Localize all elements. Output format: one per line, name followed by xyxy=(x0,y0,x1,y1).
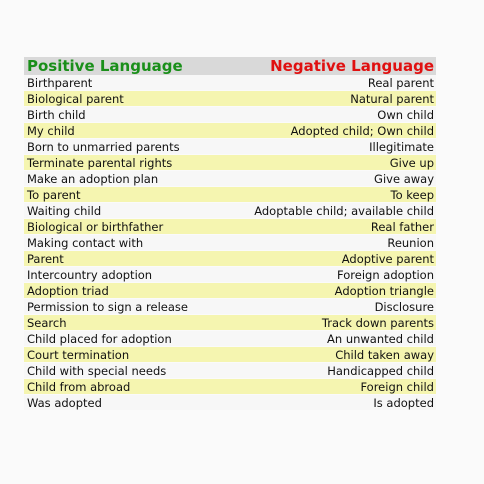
positive-term: Adoption triad xyxy=(27,283,109,298)
table-row xyxy=(24,139,436,155)
positive-term: Intercountry adoption xyxy=(27,267,153,282)
negative-term: Real parent xyxy=(367,75,434,90)
positive-term: Child placed for adoption xyxy=(27,331,172,346)
positive-term: Make an adoption plan xyxy=(27,171,159,186)
table-row xyxy=(24,107,436,123)
negative-term: Handicapped child xyxy=(327,363,434,378)
negative-term: Foreign child xyxy=(360,379,434,394)
table-row xyxy=(24,171,436,187)
positive-term: Parent xyxy=(27,251,64,266)
table-row xyxy=(24,235,436,251)
negative-term: Disclosure xyxy=(374,299,434,314)
negative-language-heading: Negative Language xyxy=(270,57,434,75)
negative-term: Reunion xyxy=(387,235,434,250)
positive-term: Biological parent xyxy=(27,91,124,106)
table-header xyxy=(24,57,436,75)
negative-term: Is adopted xyxy=(373,395,434,410)
table-row xyxy=(24,267,436,283)
positive-term: Was adopted xyxy=(27,395,102,410)
positive-term: Permission to sign a release xyxy=(27,299,188,314)
negative-term: Give up xyxy=(389,155,434,170)
positive-term: Child from abroad xyxy=(27,379,131,394)
table-row xyxy=(24,379,436,395)
negative-term: Child taken away xyxy=(335,347,434,362)
table-row xyxy=(24,283,436,299)
table-row xyxy=(24,331,436,347)
table-row xyxy=(24,395,436,411)
table-body xyxy=(24,75,436,411)
negative-term: An unwanted child xyxy=(327,331,434,346)
positive-term: Birth child xyxy=(27,107,86,122)
positive-term: Biological or birthfather xyxy=(27,219,164,234)
table-row xyxy=(24,203,436,219)
negative-term: Real father xyxy=(370,219,434,234)
table-row xyxy=(24,219,436,235)
table-row xyxy=(24,363,436,379)
negative-term: Natural parent xyxy=(350,91,434,106)
positive-term: Terminate parental rights xyxy=(27,155,173,170)
table-row xyxy=(24,347,436,363)
table-row xyxy=(24,299,436,315)
negative-term: Illegitimate xyxy=(369,139,434,154)
table-row xyxy=(24,155,436,171)
positive-term: Born to unmarried parents xyxy=(27,139,180,154)
negative-term: Adoption triangle xyxy=(334,283,434,298)
language-table xyxy=(24,57,436,411)
negative-term: Adopted child; Own child xyxy=(290,123,434,138)
table-row xyxy=(24,251,436,267)
negative-term: Give away xyxy=(374,171,434,186)
negative-term: Adoptive parent xyxy=(341,251,434,266)
positive-term: Search xyxy=(27,315,67,330)
positive-language-heading: Positive Language xyxy=(27,57,183,75)
positive-term: Birthparent xyxy=(27,75,93,90)
table-row xyxy=(24,315,436,331)
positive-term: To parent xyxy=(27,187,81,202)
positive-term: Child with special needs xyxy=(27,363,167,378)
positive-term: My child xyxy=(27,123,75,138)
table-row xyxy=(24,187,436,203)
table-row xyxy=(24,91,436,107)
positive-term: Making contact with xyxy=(27,235,144,250)
positive-term: Waiting child xyxy=(27,203,102,218)
negative-term: To keep xyxy=(390,187,434,202)
positive-term: Court termination xyxy=(27,347,130,362)
negative-term: Adoptable child; available child xyxy=(254,203,434,218)
table-row xyxy=(24,75,436,91)
negative-term: Track down parents xyxy=(321,315,434,330)
negative-term: Own child xyxy=(377,107,434,122)
table-row xyxy=(24,123,436,139)
negative-term: Foreign adoption xyxy=(337,267,434,282)
